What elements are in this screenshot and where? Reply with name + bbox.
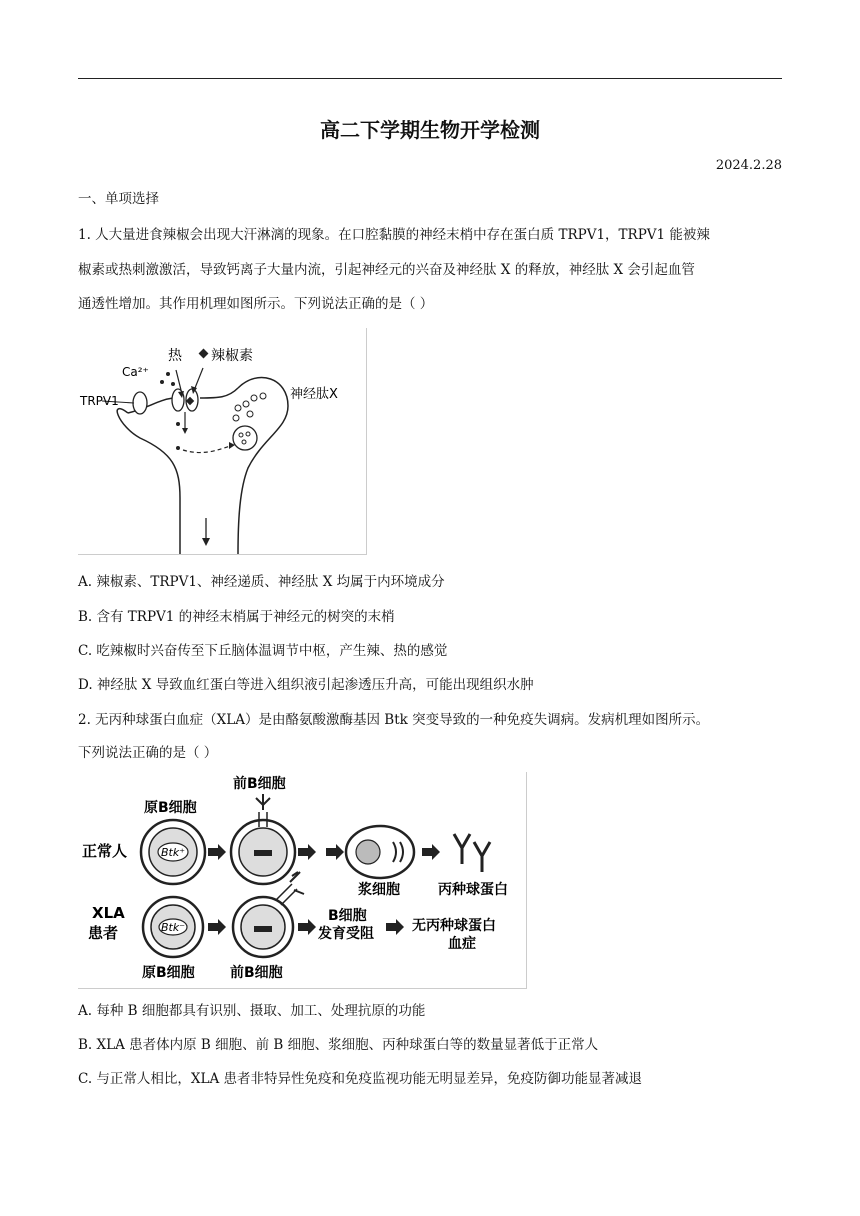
btk-minus-label: Btk⁻	[161, 921, 186, 934]
q1-figure	[78, 328, 367, 555]
page-title: 高二下学期生物开学检测	[320, 118, 540, 142]
plasma-label: 浆细胞	[358, 882, 400, 898]
q2-option-c: C. 与正常人相比，XLA 患者非特异性免疫和免疫监视功能无明显差异，免疫防御功能显著减退	[78, 1071, 643, 1087]
q1-stem-line: 1. 人大量进食辣椒会出现大汗淋漓的现象。在口腔黏膜的神经末梢中存在蛋白质 TRPV1，TRPV1 能被辣	[78, 227, 710, 243]
q2-stem-line: 2. 无丙种球蛋白血症（XLA）是由酪氨酸激酶基因 Btk 突变导致的一种免疫失调病。发病机理如图所示。	[78, 712, 710, 728]
normal-label: 正常人	[82, 842, 128, 860]
neuropeptide-label: 神经肽X	[290, 387, 338, 402]
result-label-1: 无丙种球蛋白	[412, 918, 496, 934]
b-dev-label-1: B细胞	[328, 908, 367, 924]
btk-plus-label: Btk⁺	[161, 846, 186, 859]
pre-b-label-top: 前B细胞	[233, 776, 286, 792]
pro-b-label-top: 原B细胞	[144, 800, 197, 816]
trpv1-label: TRPV1	[80, 394, 119, 408]
pre-b-label-bottom: 前B细胞	[230, 965, 283, 981]
ca-label: Ca²⁺	[122, 365, 149, 379]
result-label-2: 血症	[448, 936, 476, 952]
section-heading: 一、单项选择	[78, 191, 159, 207]
q1-option-a: A. 辣椒素、TRPV1、神经递质、神经肽 X 均属于内环境成分	[78, 574, 445, 590]
q2-option-b: B. XLA 患者体内原 B 细胞、前 B 细胞、浆细胞、丙种球蛋白等的数量显著低于正常人	[78, 1037, 599, 1053]
q2-option-a: A. 每种 B 细胞都具有识别、摄取、加工、处理抗原的功能	[78, 1003, 426, 1019]
globulin-label: 丙种球蛋白	[438, 882, 508, 898]
heat-label: 热	[168, 348, 182, 364]
header-rule	[78, 78, 782, 79]
patient-label: 患者	[88, 924, 119, 942]
xla-label: XLA	[92, 904, 125, 922]
b-dev-label-2: 发育受阻	[318, 926, 374, 942]
q2-figure	[78, 772, 527, 989]
q1-option-c: C. 吃辣椒时兴奋传至下丘脑体温调节中枢，产生辣、热的感觉	[78, 643, 448, 659]
pro-b-label-bottom: 原B细胞	[142, 965, 195, 981]
q1-option-b: B. 含有 TRPV1 的神经末梢属于神经元的树突的末梢	[78, 609, 395, 625]
q1-option-d: D. 神经肽 X 导致血红蛋白等进入组织液引起渗透压升高，可能出现组织水肿	[78, 677, 534, 693]
exam-date: 2024.2.28	[715, 158, 782, 173]
capsaicin-label: 辣椒素	[211, 348, 253, 364]
q2-stem-line: 下列说法正确的是（ ）	[78, 745, 218, 761]
q1-stem-line: 通透性增加。其作用机理如图所示。下列说法正确的是（ ）	[78, 296, 434, 312]
q1-stem-line: 椒素或热刺激激活，导致钙离子大量内流，引起神经元的兴奋及神经肽 X 的释放，神经肽 X 会引起血管	[78, 262, 695, 278]
